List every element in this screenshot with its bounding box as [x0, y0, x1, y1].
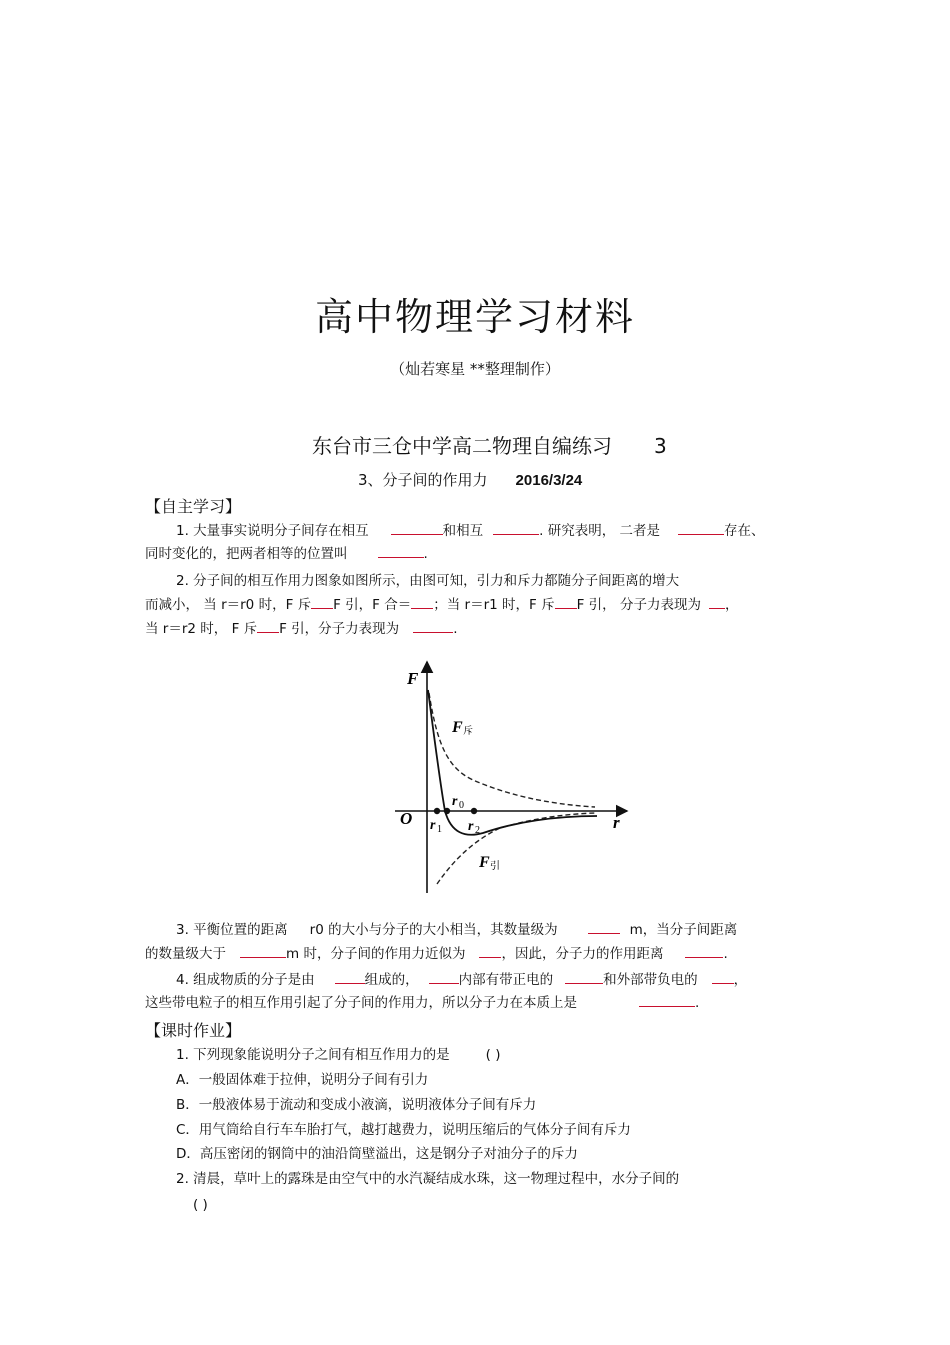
q3-blank-4[interactable]: [685, 945, 723, 958]
q4-blank-1[interactable]: [335, 971, 365, 984]
q1-blank-3[interactable]: [678, 522, 724, 535]
q2-text-c3: .: [453, 621, 458, 637]
q4-blank-2[interactable]: [429, 971, 459, 984]
q2-text-b5: ，: [724, 597, 739, 613]
q4-line2: [145, 994, 699, 1012]
h1-option-c: C．用气筒给自行车车胎打气，越打越费力，说明压缩后的气体分子间有斥力: [176, 1122, 631, 1138]
h2-answer-paren[interactable]: ( ): [193, 1197, 208, 1213]
label-r-axis: r: [613, 813, 620, 832]
q2-text-b4: F 引， 分子力表现为: [576, 597, 701, 613]
q2-line3: [145, 620, 457, 638]
q2-line2: [145, 596, 738, 614]
label-origin: O: [400, 809, 413, 828]
label-r2-sub: 2: [475, 825, 480, 836]
h1-option-b: B．一般液体易于流动和变成小液滴，说明液体分子间有斥力: [176, 1097, 537, 1113]
label-r2: r: [468, 819, 474, 834]
q1-text-e: 同时变化的，把两者相等的位置叫: [145, 546, 348, 562]
q3-text-b1: 的数量级大于: [145, 946, 226, 962]
q2-text-c2: F 引，分子力表现为: [279, 621, 400, 637]
h1-text: 1. 下列现象能说明分子之间有相互作用力的是: [176, 1047, 450, 1063]
q4-blank-4[interactable]: [712, 971, 734, 984]
q4-text-a4: 和外部带负电的: [603, 972, 698, 988]
q2-blank-2[interactable]: [411, 596, 433, 609]
lesson-subheading: [358, 469, 582, 490]
q4-blank-5[interactable]: [639, 994, 695, 1007]
q2-text-b1: 而减小， 当 r＝r0 时，F 斥: [145, 597, 312, 613]
q1-line1: [176, 522, 765, 540]
repulsive-curve: [429, 693, 595, 807]
q3-line1: [176, 921, 737, 939]
q3-text-b3: ，因此，分子力的作用距离: [501, 946, 664, 962]
label-F-repulsive-sub: 斥: [463, 726, 473, 737]
q4-text-a5: ，: [733, 972, 748, 988]
h1-answer-paren[interactable]: ( ): [485, 1047, 501, 1063]
q2-text-c1: 当 r＝r2 时， F 斥: [145, 621, 258, 637]
q1-text-a: 1. 大量事实说明分子间存在相互: [176, 523, 369, 539]
force-distance-figure: [355, 648, 640, 903]
page-subtitle: （灿若寒星 **整理制作）: [390, 360, 560, 378]
q1-text-f: .: [423, 546, 428, 562]
heading-text: 东台市三仓中学高二物理自编练习: [312, 434, 612, 458]
label-F: F: [407, 669, 419, 688]
q3-blank-1[interactable]: [588, 921, 620, 934]
q3-text-b2: m 时，分子间的作用力近似为: [286, 946, 466, 962]
q4-text-a2: 组成的，: [364, 972, 419, 988]
resultant-curve: [428, 690, 597, 835]
q2-line1: 2. 分子间的相互作用力图象如图所示，由图可知，引力和斥力都随分子间距离的增大: [176, 573, 680, 589]
q3-line2: [145, 945, 728, 963]
q2-text-b2: F 引，F 合＝: [333, 597, 412, 613]
label-r1: r: [430, 818, 436, 833]
q2-text-b3: ；当 r＝r1 时，F 斥: [433, 597, 555, 613]
q4-line1: [176, 971, 747, 989]
q2-blank-6[interactable]: [413, 620, 453, 633]
label-r0-sub: 0: [459, 800, 464, 811]
h1-option-a: A．一般固体难于拉伸，说明分子间有引力: [176, 1072, 429, 1088]
lesson-date: 2016/3/24: [515, 472, 583, 489]
section-self-study: 【自主学习】: [145, 497, 242, 516]
q1-blank-2[interactable]: [493, 522, 539, 535]
h1-option-d: D．高压密闭的钢筒中的油沿筒壁溢出，这是钢分子对油分子的斥力: [176, 1146, 578, 1162]
heading-number: 3: [654, 434, 667, 458]
q3-text-b4: .: [723, 946, 728, 962]
q4-text-a3: 内部有带正电的: [458, 972, 554, 988]
q2-blank-4[interactable]: [709, 596, 725, 609]
q3-text-a1: 3. 平衡位置的距离: [176, 922, 288, 938]
q3-blank-2[interactable]: [240, 945, 286, 958]
force-graph: [355, 648, 640, 903]
lesson-title: 3、分子间的作用力: [358, 471, 488, 489]
h1-question: [176, 1046, 501, 1064]
q2-blank-3[interactable]: [555, 596, 577, 609]
q4-blank-3[interactable]: [565, 971, 603, 984]
point-r0: [444, 808, 450, 814]
q1-text-c: . 研究表明， 二者是: [539, 523, 661, 539]
exercise-heading: [312, 430, 667, 459]
point-r2: [471, 808, 477, 814]
q1-text-b: 和相互: [442, 523, 484, 539]
label-r0: r: [452, 794, 458, 809]
q4-text-a1: 4. 组成物质的分子是由: [176, 972, 315, 988]
label-F-attractive-sub: 引: [490, 861, 500, 872]
q1-blank-4[interactable]: [378, 545, 424, 558]
q2-blank-5[interactable]: [257, 620, 279, 633]
q4-text-b1: 这些带电粒子的相互作用引起了分子间的作用力，所以分子力在本质上是: [145, 995, 577, 1011]
label-F-attractive: F: [479, 854, 490, 871]
q3-text-a2: r0 的大小与分子的大小相当，其数量级为: [309, 922, 558, 938]
q3-text-a3: m，当分子间距离: [629, 922, 738, 938]
page-title: 高中物理学习材料: [314, 295, 635, 339]
q2-blank-1[interactable]: [311, 596, 333, 609]
label-F-repulsive: F: [452, 719, 463, 736]
point-r1: [434, 808, 440, 814]
label-r1-sub: 1: [437, 824, 442, 835]
q1-text-d: 存在、: [724, 523, 765, 539]
h2-question: 2. 清晨，草叶上的露珠是由空气中的水汽凝结成水珠，这一物理过程中，水分子间的: [176, 1171, 680, 1187]
q1-blank-1[interactable]: [391, 522, 443, 535]
section-homework: 【课时作业】: [145, 1021, 242, 1040]
q3-blank-3[interactable]: [479, 945, 501, 958]
q1-line2: [145, 545, 428, 563]
q4-text-b2: .: [695, 995, 700, 1011]
